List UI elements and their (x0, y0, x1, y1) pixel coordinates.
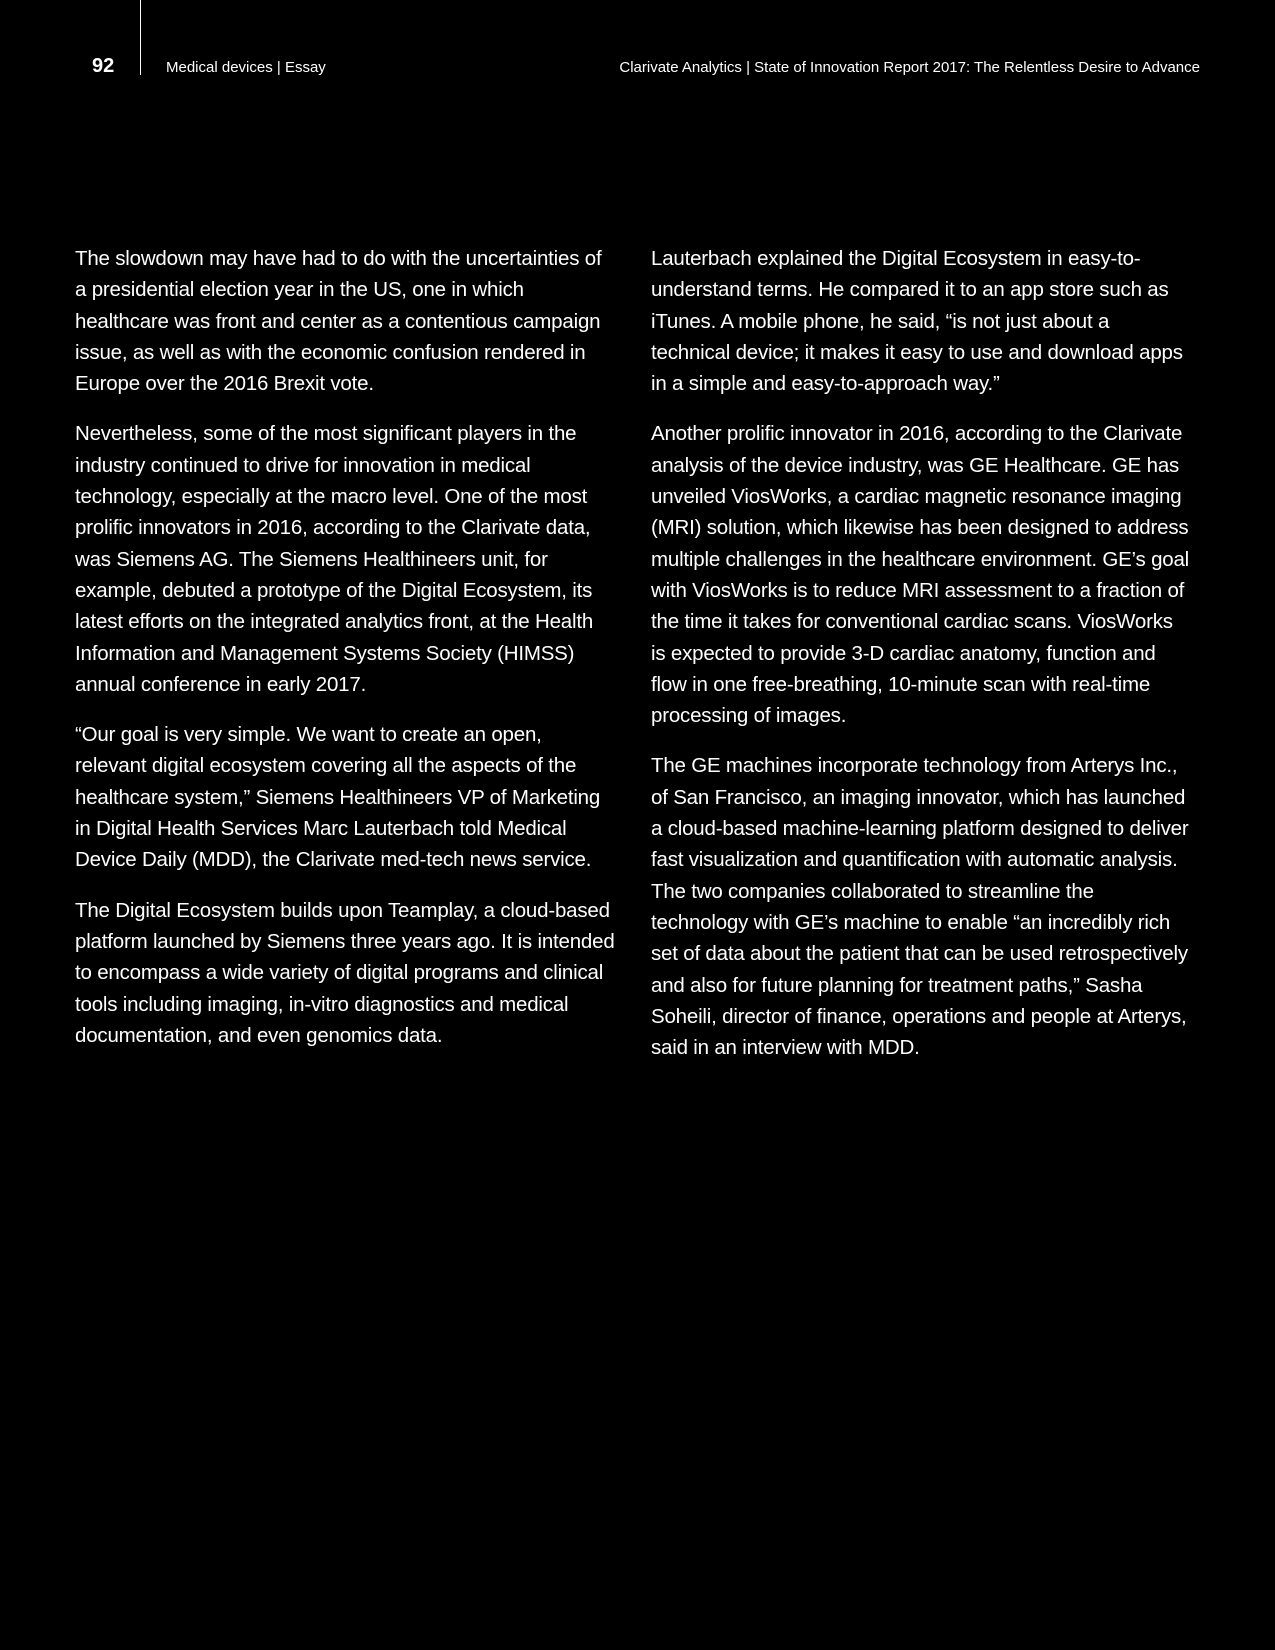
body-paragraph: “Our goal is very simple. We want to create an open, relevant digital ecosystem covering all the aspects of the healthcare system,” Siemens Healthineers VP of Marketing in Digital Health Services Marc Lauterbach told Medical Device Daily (MDD), the Clarivate med-tech news service. (75, 723, 601, 872)
body-paragraph: The GE machines incorporate technology from Arterys Inc., of San Francisco, an imaging innovator, which has launched a cloud-based machine-learning platform designed to deliver fast visualization and quantification with automatic analysis. The two companies collaborated to streamline the technology with GE’s machine to enable “an incredibly rich set of data about the patient that can be used retrospectively and also for future planning for treatment paths,” Sasha Soheili, director of finance, operations and people at Arterys, said in an interview with MDD. (651, 754, 1189, 1060)
body-paragraph: Nevertheless, some of the most significant players in the industry continued to drive for innovation in medical technology, especially at the macro level. One of the most prolific innovators in 2016, according to the Clarivate data, was Siemens AG. The Siemens Healthineers unit, for example, debuted a prototype of the Digital Ecosystem, its latest efforts on the integrated analytics front, at the Health Information and Management Systems Society (HIMSS) annual conference in early 2017. (75, 422, 594, 696)
body-paragraph: Lauterbach explained the Digital Ecosystem in easy-to-understand terms. He compared it to an app store such as iTunes. A mobile phone, he said, “is not just about a technical device; it makes it easy to use and download apps in a simple and easy-to-approach way.” (651, 247, 1183, 396)
body-paragraph: The Digital Ecosystem builds upon Teamplay, a cloud-based platform launched by Siemens three years ago. It is intended to encompass a wide variety of digital programs and clinical tools including imaging, in-vitro diagnostics and medical documentation, and even genomics data. (75, 898, 615, 1047)
report-title: Clarivate Analytics | State of Innovation Report 2017: The Relentless Desire to Advance (619, 59, 1200, 76)
page-number: 92 (92, 55, 115, 77)
left-column (75, 243, 615, 1070)
header-divider (140, 0, 141, 75)
right-column (651, 243, 1191, 1082)
page-header (0, 0, 1275, 80)
body-paragraph: The slowdown may have had to do with the uncertainties of a presidential election year in the US, one in which healthcare was front and center as a contentious campaign issue, as well as with the economic confusion rendered in Europe over the 2016 Brexit vote. (75, 247, 602, 396)
body-paragraph: Another prolific innovator in 2016, according to the Clarivate analysis of the device industry, was GE Healthcare. GE has unveiled ViosWorks, a cardiac magnetic resonance imaging (MRI) solution, which likewise has been designed to address multiple challenges in the healthcare environment. GE’s goal with ViosWorks is to reduce MRI assessment to a fraction of the time it takes for conventional cardiac scans. ViosWorks is expected to provide 3-D cardiac anatomy, function and flow in one free-breathing, 10-minute scan with real-time processing of images. (651, 422, 1190, 728)
section-label: Medical devices | Essay (166, 59, 326, 76)
